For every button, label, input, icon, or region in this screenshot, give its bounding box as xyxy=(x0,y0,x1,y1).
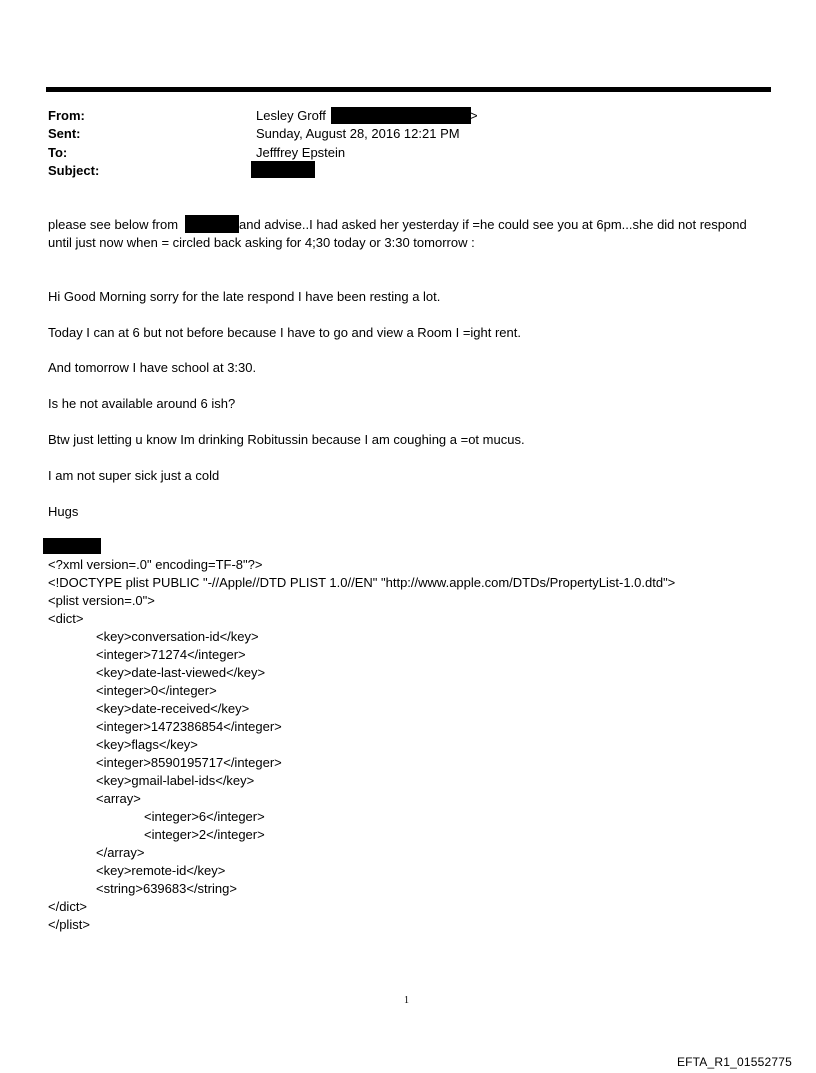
plist-line: <array> xyxy=(96,791,141,806)
intro-line-1b: and advise..I had asked her yesterday if =he could see you at 6pm...she did not respond xyxy=(239,217,747,232)
plist-line: <key>date-received</key> xyxy=(96,701,250,716)
redaction-name xyxy=(185,215,239,233)
intro-line-2: until just now when = circled back asking for 4;30 today or 3:30 tomorrow : xyxy=(48,235,475,250)
plist-line: <integer>8590195717</integer> xyxy=(96,755,282,770)
sent-label: Sent: xyxy=(48,126,81,141)
to-value: Jefffrey Epstein xyxy=(256,145,346,160)
plist-line: <key>remote-id</key> xyxy=(96,863,226,878)
message-line: Hi Good Morning sorry for the late respond I have been resting a lot. xyxy=(48,289,441,304)
plist-line: <integer>1472386854</integer> xyxy=(96,719,282,734)
redaction-from-email xyxy=(331,107,471,124)
subject-label: Subject: xyxy=(48,163,100,178)
plist-line: </plist> xyxy=(48,917,90,932)
plist-line: <!DOCTYPE plist PUBLIC "-//Apple//DTD PLIST 1.0//EN" "http://www.apple.com/DTDs/PropertyList-1.0.dtd"> xyxy=(48,575,676,590)
message-line: Is he not available around 6 ish? xyxy=(48,396,236,411)
plist-line: <integer>6</integer> xyxy=(144,809,265,824)
page-number: 1 xyxy=(404,995,409,1006)
plist-line: <key>flags</key> xyxy=(96,737,198,752)
sent-value: Sunday, August 28, 2016 12:21 PM xyxy=(256,126,460,141)
message-line: And tomorrow I have school at 3:30. xyxy=(48,360,257,375)
plist-line: <?xml version=.0" encoding=TF-8"?> xyxy=(48,557,263,572)
intro-line-1a: please see below from xyxy=(48,217,179,232)
plist-line: <integer>0</integer> xyxy=(96,683,217,698)
header-rule xyxy=(46,87,771,92)
message-line: Hugs xyxy=(48,504,79,519)
message-line: Today I can at 6 but not before because I have to go and view a Room I =ight rent. xyxy=(48,325,521,340)
from-value: Lesley Groff xyxy=(256,108,326,123)
plist-line: <string>639683</string> xyxy=(96,881,237,896)
plist-line: <plist version=.0"> xyxy=(48,593,155,608)
plist-line: <key>date-last-viewed</key> xyxy=(96,665,266,680)
plist-line: <dict> xyxy=(48,611,84,626)
from-label: From: xyxy=(48,108,85,123)
plist-line: <integer>71274</integer> xyxy=(96,647,246,662)
plist-line: <key>conversation-id</key> xyxy=(96,629,259,644)
redaction-signature xyxy=(43,538,101,554)
from-suffix: > xyxy=(470,108,478,123)
plist-line: <key>gmail-label-ids</key> xyxy=(96,773,255,788)
plist-line: </dict> xyxy=(48,899,88,914)
message-line: I am not super sick just a cold xyxy=(48,468,220,483)
to-label: To: xyxy=(48,145,68,160)
bates-number: EFTA_R1_01552775 xyxy=(676,1055,792,1069)
plist-line: <integer>2</integer> xyxy=(144,827,265,842)
redaction-subject xyxy=(251,161,315,178)
plist-line: </array> xyxy=(96,845,145,860)
message-line: Btw just letting u know Im drinking Robitussin because I am coughing a =ot mucus. xyxy=(48,432,525,447)
